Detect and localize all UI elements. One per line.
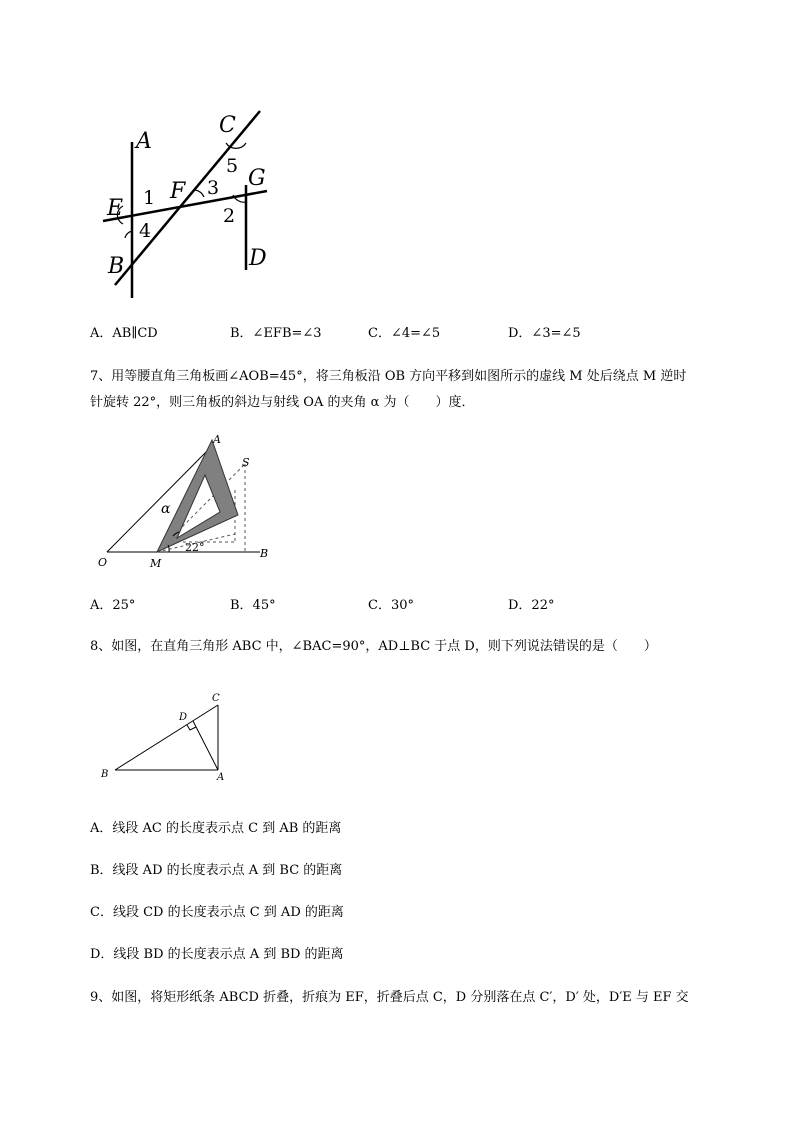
q6-option-d: D．∠3=∠5 — [508, 326, 581, 341]
q8-option-b: B．线段 AD 的长度表示点 A 到 BC 的距离 — [90, 863, 343, 878]
label-c: C — [212, 693, 220, 704]
label-g: G — [248, 166, 266, 191]
angle-2-label: 2 — [223, 205, 236, 227]
angle-4-label: 4 — [139, 220, 152, 242]
parallel-lines-figure — [95, 105, 285, 305]
q8-stem: 8、如图，在直角三角形 ABC 中，∠BAC=90°，AD⊥BC 于点 D，则下列说法错误的是（ ） — [90, 639, 657, 654]
q6-option-a: A．AB∥CD — [90, 326, 158, 341]
q7-stem-line2: 针旋转 22°，则三角板的斜边与射线 OA 的夹角 α 为（ ）度． — [90, 395, 475, 410]
label-o: O — [98, 556, 108, 569]
label-c: C — [219, 113, 236, 138]
label-d: D — [249, 246, 267, 271]
label-22-degrees: 22° — [185, 541, 205, 554]
label-a: A — [213, 433, 221, 446]
q9-stem: 9、如图，将矩形纸条 ABCD 折叠，折痕为 EF，折叠后点 C，D 分别落在点 C′，D′ 处，D′E 与 EF 交 — [90, 990, 689, 1005]
angle-5-label: 5 — [226, 155, 239, 177]
label-a: A — [136, 129, 152, 154]
q7-option-c: C．30° — [368, 598, 414, 613]
label-d: D — [179, 712, 188, 723]
label-m: M — [150, 557, 162, 570]
angle-3-label: 3 — [207, 177, 220, 199]
label-s: S — [242, 456, 250, 469]
q7-stem-line1: 7、用等腰直角三角板画∠AOB=45°，将三角板沿 OB 方向平移到如图所示的虚线 M 处后绕点 M 逆时 — [90, 369, 687, 384]
q8-option-c: C．线段 CD 的长度表示点 C 到 AD 的距离 — [90, 905, 344, 920]
q8-option-d: D．线段 BD 的长度表示点 A 到 BD 的距离 — [90, 947, 344, 962]
triangle-ruler-figure — [95, 430, 285, 575]
angle-3-arc — [195, 190, 204, 197]
q7-option-b: B．45° — [230, 598, 276, 613]
q8-option-a: A．线段 AC 的长度表示点 C 到 AB 的距离 — [90, 821, 342, 836]
q6-option-b: B．∠EFB=∠3 — [230, 326, 322, 341]
label-a: A — [217, 772, 225, 783]
label-e: E — [107, 196, 124, 221]
label-b: B — [260, 547, 269, 560]
angle-1-label: 1 — [143, 187, 156, 209]
label-b: B — [101, 769, 109, 780]
right-triangle-figure — [95, 685, 235, 785]
q7-option-d: D．22° — [508, 598, 555, 613]
label-f: F — [170, 179, 186, 204]
q6-option-c: C．∠4=∠5 — [368, 326, 441, 341]
q7-option-a: A．25° — [90, 598, 136, 613]
label-b: B — [108, 254, 125, 279]
label-alpha: α — [161, 501, 171, 517]
